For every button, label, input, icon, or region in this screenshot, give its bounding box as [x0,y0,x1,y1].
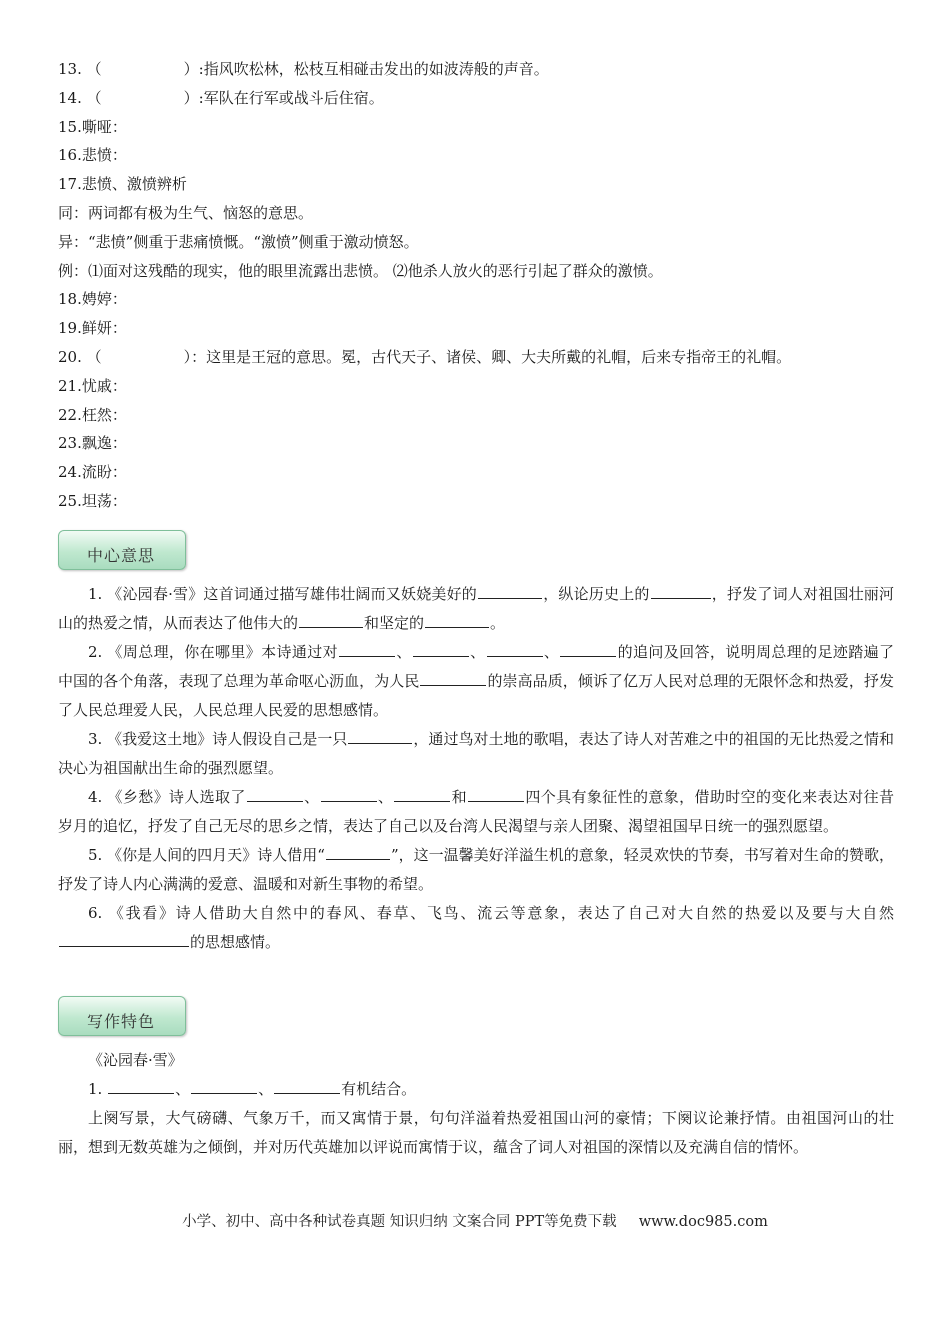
fill-blank[interactable] [326,843,390,860]
central-idea-item-3: 3. 《我爱这土地》诗人假设自己是一只 ，通过鸟对土地的歌唱，表达了诗人对苦难之中的祖国的无比热爱之情和决心为祖国献出生命的强烈愿望。 [58,725,894,783]
vocab-item-23: 23.飘逸： [58,434,127,453]
fill-blank[interactable] [59,930,189,947]
central-idea-item-2: 2. 《周总理，你在哪里》本诗通过对 、 、 、 的追问及回答，说明周总理的足迹踏遍了中国的各个角落，表现了总理为革命呕心沥血，为人民 的崇高品质，倾诉了亿万人民对总理的无限怀念和热爱，抒发了人民总理爱人民，人民总理人民爱的思想感情。 [58,638,894,725]
section-title: 中心意思 [87,546,156,565]
section-title: 写作特色 [87,1012,156,1031]
fill-blank[interactable] [274,1077,340,1094]
vocab-difference: 异：“悲愤”侧重于悲痛愤慨。“激愤”侧重于激动愤怒。 [58,232,419,251]
fill-blank[interactable] [487,640,543,657]
writing-feature-item-1: 1. 、 、 有机结合。 [58,1075,894,1104]
fill-blank[interactable] [191,1077,257,1094]
vocab-item-19: 19.鲜妍： [58,319,127,338]
vocab-item-15: 15.嘶哑： [58,117,127,136]
vocab-item-16: 16.悲愤： [58,146,127,165]
central-idea-section [58,580,894,957]
vocab-item-22: 22.枉然： [58,405,127,424]
central-idea-item-4: 4. 《乡愁》诗人选取了 、 、 和 四个具有象征性的意象，借助时空的变化来表达对往昔岁月的追忆，抒发了自己无尽的思乡之情，表达了自己以及台湾人民渴望与亲人团聚、渴望祖国早日统一的强烈愿望。 [58,783,894,841]
fill-blank[interactable] [348,727,412,744]
section-header-writing-features [58,996,186,1036]
fill-blank[interactable] [425,611,489,628]
footer-link[interactable]: www.doc985.com [638,1214,768,1230]
fill-blank[interactable] [394,785,450,802]
fill-blank[interactable] [413,640,469,657]
vocab-item-18: 18.娉婷： [58,290,127,309]
fill-blank[interactable] [321,785,377,802]
fill-blank[interactable] [420,669,486,686]
vocab-item-17: 17.悲愤、激愤辨析 [58,175,187,194]
vocab-item-25: 25.坦荡： [58,491,127,510]
vocab-item-21: 21.忧戚： [58,376,127,395]
vocab-item-24: 24.流盼： [58,463,127,482]
fill-blank[interactable] [339,640,395,657]
section-header-central-idea [58,530,186,570]
fill-blank[interactable] [478,582,542,599]
vocab-item-13: 13. （ ）:指风吹松林，松枝互相碰击发出的如波涛般的声音。 [58,60,549,78]
fill-blank[interactable] [299,611,363,628]
fill-blank[interactable] [560,640,616,657]
fill-blank[interactable] [468,785,524,802]
vocab-item-14: 14. （ ）:军队在行军或战斗后住宿。 [58,88,384,107]
vocab-similarity: 同：两词都有极为生气、恼怒的意思。 [58,203,314,222]
vocab-example: 例：⑴面对这残酷的现实，他的眼里流露出悲愤。 ⑵他杀人放火的恶行引起了群众的激愤。 [58,261,663,280]
writing-features-section [58,1046,894,1162]
central-idea-item-5: 5. 《你是人间的四月天》诗人借用“ ”，这一温馨美好洋溢生机的意象，轻灵欢快的节奏，书写着对生命的赞歌，抒发了诗人内心满满的爱意、温暖和对新生事物的希望。 [58,841,894,899]
fill-blank[interactable] [108,1077,174,1094]
footer-text: 小学、初中、高中各种试卷真题 知识归纳 文案合同 PPT等免费下载 [182,1214,617,1230]
writing-feature-paragraph: 上阕写景，大气磅礴、气象万千，而又寓情于景，句句洋溢着热爱祖国山河的豪情；下阕议论兼抒情。由祖国河山的壮丽，想到无数英雄为之倾倒，并对历代英雄加以评说而寓情于议，蕴含了词人对祖国的深情以及充满自信的情怀。 [58,1109,894,1156]
poem-title: 《沁园春·雪》 [88,1051,183,1069]
fill-blank[interactable] [651,582,711,599]
central-idea-item-1: 1. 《沁园春·雪》这首词通过描写雄伟壮阔而又妖娆美好的 ，纵论历史上的 ，抒发了词人对祖国壮丽河山的热爱之情，从而表达了他伟大的 和坚定的 。 [58,580,894,638]
central-idea-item-6: 6. 《我看》诗人借助大自然中的春风、春草、飞鸟、流云等意象，表达了自己对大自然的热爱以及要与大自然的思想感情。 [58,899,894,957]
vocabulary-list [58,55,898,516]
vocab-item-20: 20. （ ）：这里是王冠的意思。冕，古代天子、诸侯、卿、大夫所戴的礼帽，后来专指帝王的礼帽。 [58,347,792,366]
fill-blank[interactable] [247,785,303,802]
page-footer [0,1210,950,1231]
